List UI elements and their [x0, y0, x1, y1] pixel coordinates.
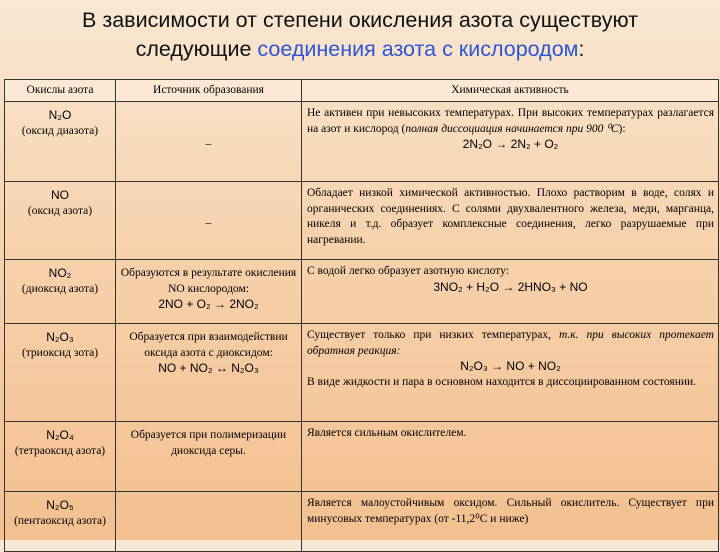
- table-row: [5, 324, 719, 422]
- oxide-formula: N₂O: [48, 108, 72, 122]
- header-source: Источник образования: [116, 80, 302, 102]
- reaction-equation: 3NO₂ + H₂O → 2HNO₃ + NO: [433, 279, 588, 294]
- oxide-formula: N₂O₅: [46, 498, 74, 512]
- activity-text: Является сильным окислителем.: [307, 427, 467, 439]
- oxide-name: (оксид азота): [27, 204, 93, 217]
- slide-title: [0, 6, 720, 64]
- source-text: Образуется при взаимодействии оксида азота с диоксидом:: [129, 331, 288, 359]
- oxide-cell: [5, 324, 116, 422]
- source-cell: [116, 422, 302, 492]
- title-highlight: соединения азота с кислородом: [257, 37, 579, 61]
- header-activity: Химическая активность: [302, 80, 719, 102]
- oxide-cell: [5, 260, 116, 324]
- source-text: –: [205, 216, 212, 229]
- oxide-formula: NO: [51, 188, 69, 202]
- source-cell: [116, 492, 302, 552]
- activity-cell: [302, 324, 719, 422]
- table-row: [5, 182, 719, 260]
- activity-text: Существует только при низких температурах,: [307, 329, 559, 341]
- activity-text-end: В виде жидкости и пара в основном находится в диссоциированном состоянии.: [307, 375, 697, 388]
- activity-italic: полная диссоциация начинается при 900 ⁰С: [405, 122, 619, 135]
- source-text: –: [205, 137, 212, 150]
- table-row: [5, 102, 719, 182]
- activity-cell: [302, 102, 719, 182]
- activity-italic: т.к. при высоких протекает обратная реакция:: [307, 329, 714, 357]
- title-line-1: В зависимости от степени окисления азота существуют: [82, 8, 638, 32]
- source-text: Образуются в результате окисления NO кислородом:: [120, 267, 297, 295]
- header-oxides: Окислы азота: [5, 80, 116, 102]
- reaction-equation: N₂O₃ → NO + NO₂: [460, 359, 561, 373]
- title-line-2-plain: следующие: [135, 37, 258, 61]
- source-cell: [116, 260, 302, 324]
- source-cell: [116, 324, 302, 422]
- oxide-name: (тетраоксид азота): [14, 444, 106, 457]
- source-cell: [116, 182, 302, 260]
- activity-cell: [302, 182, 719, 260]
- source-cell: [116, 102, 302, 182]
- source-equation: NO + NO₂ ↔ N₂O₃: [158, 361, 259, 375]
- activity-cell: [302, 260, 719, 324]
- table-row: [5, 260, 719, 324]
- oxide-name: (оксид диазота): [21, 124, 99, 137]
- oxide-cell: [5, 182, 116, 260]
- activity-cell: [302, 422, 719, 492]
- activity-text: С водой легко образует азотную кислоту:: [307, 265, 509, 277]
- oxide-cell: [5, 102, 116, 182]
- reaction-equation: 2N₂O → 2N₂ + O₂: [462, 137, 559, 151]
- activity-text: Обладает низкой химической активностью. Плохо растворим в воде, солях и органических соединениях. С солями двухвалентного железа, меди, марганца, никеля и т.д. образует комплексные соединения, легко разрушаемые при нагревании.: [307, 187, 714, 246]
- oxide-name: (пентаоксид азота): [14, 514, 106, 527]
- oxide-cell: [5, 422, 116, 492]
- activity-cell: [302, 492, 719, 552]
- oxide-name: (диоксид азота): [21, 282, 99, 295]
- table-row: [5, 492, 719, 552]
- oxide-name: (триоксид зота): [21, 346, 99, 359]
- title-line-2-end: :: [578, 37, 585, 61]
- oxide-formula: N₂O₄: [46, 428, 74, 442]
- activity-text: Не активен при невысоких температурах. При высоких температурах разлагается на азот и кислород (: [307, 107, 714, 135]
- activity-text-end: ):: [618, 122, 626, 135]
- title-line-2: [0, 35, 720, 64]
- nitrogen-oxides-table: [4, 79, 719, 552]
- oxide-formula: NO₂: [48, 266, 72, 280]
- activity-text: Является малоустойчивым оксидом. Сильный окислитель. Существует при минусовых температурах (от -11,2⁰С и ниже): [307, 497, 714, 525]
- oxide-cell: [5, 492, 116, 552]
- table-row: [5, 422, 719, 492]
- oxide-formula: N₂O₃: [46, 330, 74, 344]
- source-text: Образуется при полимеризации диоксида серы.: [130, 429, 287, 457]
- source-equation: 2NO + O₂ → 2NO₂: [158, 297, 259, 311]
- header-row: [5, 80, 719, 102]
